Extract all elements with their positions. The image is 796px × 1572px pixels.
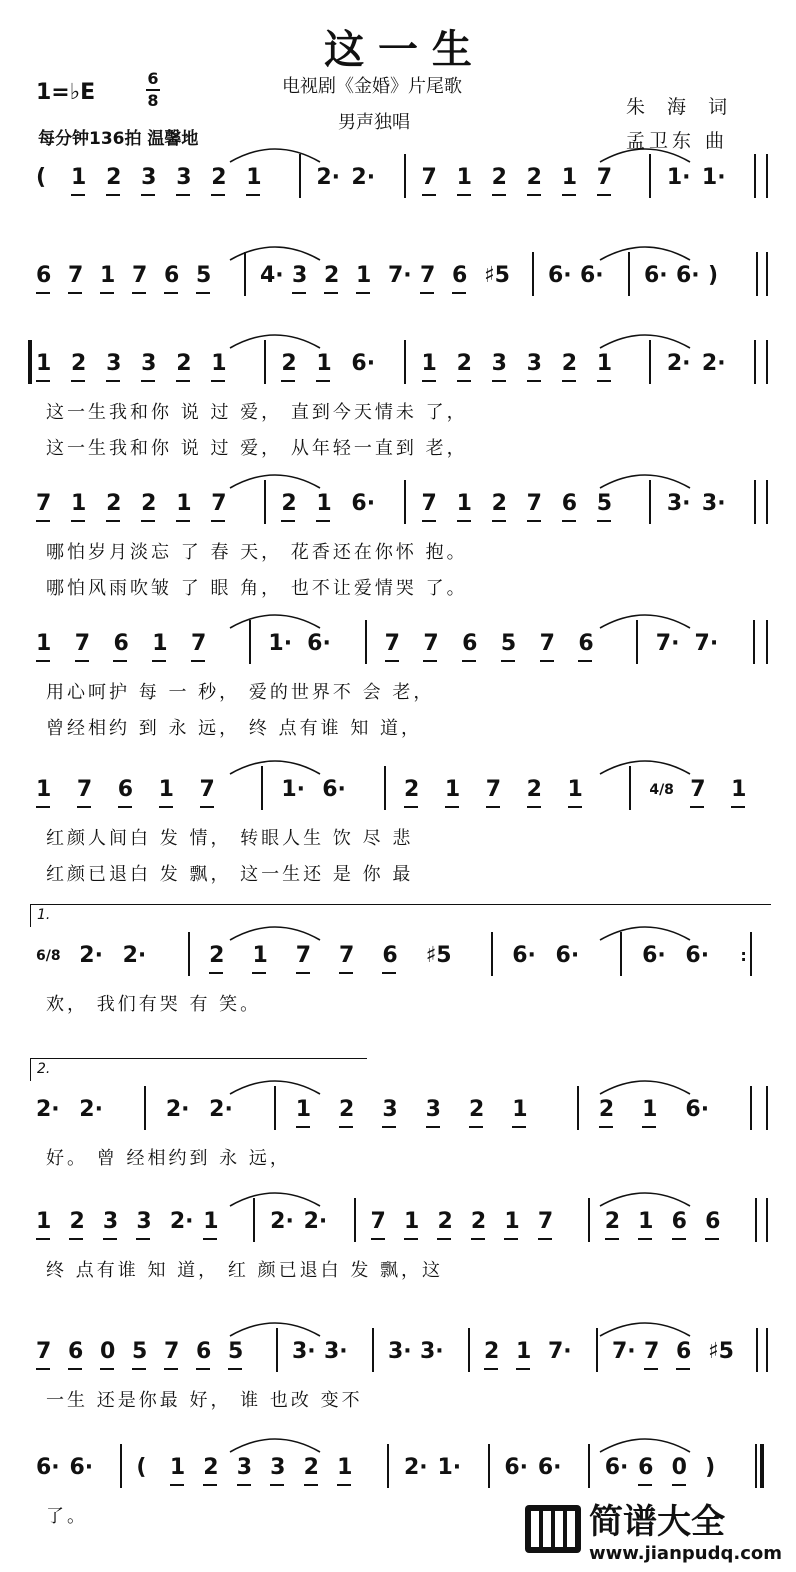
note: 1 xyxy=(516,1339,532,1364)
note: 3 xyxy=(102,1209,119,1234)
note: ♯5 xyxy=(708,1339,734,1364)
note: 6· xyxy=(642,943,666,968)
note: 3 xyxy=(382,1097,398,1122)
note: 3· xyxy=(324,1339,348,1364)
note: 7 xyxy=(596,165,613,190)
lyric-line: 这一生我和你 说 过 爱， 从年轻一直到 老， xyxy=(46,438,468,459)
note: 1· xyxy=(666,165,691,190)
note: 7 xyxy=(36,1339,52,1364)
note: 0 xyxy=(100,1339,116,1364)
composer-credit: 孟卫东 曲 xyxy=(626,130,729,152)
note: 1 xyxy=(456,165,472,190)
note: 2 xyxy=(71,351,87,376)
note: 1 xyxy=(36,777,52,802)
note: ♯5 xyxy=(484,263,510,288)
note: 3 xyxy=(292,263,308,288)
note: 7 xyxy=(132,263,148,288)
note: ) xyxy=(705,1455,716,1480)
note: 2 xyxy=(598,1097,615,1122)
note: 2 xyxy=(141,491,157,516)
note: 3· xyxy=(292,1339,316,1364)
lyric-line: 曾经相约 到 永 远， 终 点有谁 知 道， xyxy=(46,718,423,739)
note: 6· xyxy=(555,943,580,968)
note: 6 xyxy=(36,263,52,288)
note: 7 xyxy=(526,491,542,516)
note: 1 xyxy=(444,777,461,802)
note: 2 xyxy=(324,263,340,288)
note: 1 xyxy=(316,351,332,376)
note: 1 xyxy=(295,1097,312,1122)
note: 1 xyxy=(211,351,227,376)
note: 1 xyxy=(421,351,437,376)
slur-arc xyxy=(230,1323,320,1336)
note: 6 xyxy=(561,491,578,516)
note: 7 xyxy=(199,777,215,802)
note: 1 xyxy=(158,777,174,802)
note: ( xyxy=(36,165,47,190)
note: 1 xyxy=(512,1097,528,1122)
note: 2 xyxy=(211,165,227,190)
note: 2 xyxy=(106,491,122,516)
lyric-line: 哪怕风雨吹皱 了 眼 角， 也不让爱情哭 了。 xyxy=(46,578,468,599)
note: 1 xyxy=(100,263,116,288)
note: 2 xyxy=(484,1339,500,1364)
note: 7 xyxy=(539,631,555,656)
note: 2· xyxy=(209,1097,233,1122)
note: 0 xyxy=(671,1455,687,1480)
note: 7 xyxy=(384,631,400,656)
note: 2· xyxy=(169,1209,194,1234)
note: 1 xyxy=(596,351,613,376)
note: 2· xyxy=(165,1097,190,1122)
note: 2· xyxy=(270,1209,294,1234)
slur-arc xyxy=(230,335,320,348)
note: 7· xyxy=(388,263,412,288)
note: 2 xyxy=(526,777,542,802)
slur-arc xyxy=(600,335,690,348)
note: 2 xyxy=(491,165,507,190)
note: 1· xyxy=(701,165,726,190)
note: 3 xyxy=(236,1455,253,1480)
note: 5 xyxy=(196,263,212,288)
watermark-logo xyxy=(523,1494,782,1564)
note: 1 xyxy=(36,351,52,376)
lyric-line: 红颜已退白 发 飘， 这一生还 是 你 最 xyxy=(46,864,414,885)
note: 7 xyxy=(421,165,437,190)
note: 2 xyxy=(456,351,472,376)
note: 1 xyxy=(731,777,747,802)
key-signature: 1=♭E xyxy=(36,80,96,105)
slur-arc xyxy=(600,475,690,488)
slur-arc xyxy=(230,615,320,628)
slur-arc xyxy=(230,761,320,774)
lyric-line: 一生 还是你最 好， 谁 也改 变不 xyxy=(46,1390,363,1411)
watermark-url: www.jianpudq.com xyxy=(589,1543,782,1564)
note: 2 xyxy=(281,491,297,516)
slur-arc xyxy=(600,149,690,162)
note: 7 xyxy=(76,777,93,802)
slur-arc xyxy=(230,1081,320,1094)
note: 5 xyxy=(132,1339,148,1364)
note: 3 xyxy=(526,351,542,376)
note: 1 xyxy=(152,631,168,656)
note: 1 xyxy=(203,1209,219,1234)
note: 3· xyxy=(388,1339,412,1364)
note: 6· xyxy=(36,1455,60,1480)
note: 2 xyxy=(526,165,542,190)
note: 2 xyxy=(209,943,225,968)
note: 2· xyxy=(122,943,147,968)
note: 6 xyxy=(382,943,398,968)
note: 6 xyxy=(164,263,180,288)
note: 3 xyxy=(270,1455,286,1480)
note: 1 xyxy=(567,777,583,802)
note: 3· xyxy=(420,1339,444,1364)
slur-arc xyxy=(600,1081,690,1094)
slur-arc xyxy=(230,1439,320,1452)
lyric-line: 用心呵护 每 一 秒， 爱的世界不 会 老， xyxy=(46,682,435,703)
note: 2 xyxy=(468,1097,485,1122)
note: 2· xyxy=(701,351,726,376)
repeat-sign: : xyxy=(740,946,747,965)
note: 6· xyxy=(351,491,376,516)
note: 3 xyxy=(425,1097,441,1122)
lyricist-credit: 朱 海 词 xyxy=(626,96,736,118)
note: 1 xyxy=(71,165,87,190)
note: 3 xyxy=(106,351,122,376)
subtitle: 电视剧《金婚》片尾歌 xyxy=(282,76,462,97)
note: 7· xyxy=(612,1339,636,1364)
note: 6 xyxy=(113,631,129,656)
note: 7 xyxy=(370,1209,386,1234)
note: 6· xyxy=(351,351,376,376)
slur-arc xyxy=(600,927,690,940)
note: ) xyxy=(708,263,719,288)
note: 6 xyxy=(676,1339,692,1364)
note: 7 xyxy=(690,777,706,802)
note: ♯5 xyxy=(425,943,452,968)
note: 2 xyxy=(491,491,507,516)
note: 3 xyxy=(141,351,157,376)
slur-arc xyxy=(230,927,320,940)
note: 6· xyxy=(322,777,346,802)
note: 1· xyxy=(437,1455,462,1480)
note: 3 xyxy=(491,351,507,376)
note: 6 xyxy=(117,777,134,802)
note: 1 xyxy=(638,1209,654,1234)
note: 7 xyxy=(190,631,207,656)
note: 6 xyxy=(705,1209,721,1234)
note: 7 xyxy=(421,491,437,516)
lyric-line: 哪怕岁月淡忘 了 春 天， 花香还在你怀 抱。 xyxy=(46,542,468,563)
note: 1 xyxy=(176,491,192,516)
note: 1 xyxy=(36,1209,52,1234)
note: 7 xyxy=(423,631,439,656)
note: 1 xyxy=(337,1455,353,1480)
note: 6· xyxy=(537,1455,562,1480)
note: 6· xyxy=(685,943,710,968)
lyric-line: 红颜人间白 发 情， 转眼人生 饮 尽 悲 xyxy=(46,828,414,849)
note: 6· xyxy=(548,263,572,288)
piano-icon xyxy=(523,1501,583,1557)
note: 2 xyxy=(404,777,420,802)
note: 1 xyxy=(246,165,262,190)
note: 7· xyxy=(548,1339,572,1364)
note: 6· xyxy=(307,631,331,656)
note: 1 xyxy=(561,165,578,190)
note: 1 xyxy=(456,491,472,516)
note: 6· xyxy=(644,263,668,288)
note: 7 xyxy=(211,491,227,516)
note: 7 xyxy=(68,263,84,288)
slur-arc xyxy=(600,615,690,628)
note: 3· xyxy=(666,491,691,516)
note: 6· xyxy=(512,943,536,968)
note: ( xyxy=(136,1455,147,1480)
note: 2 xyxy=(281,351,297,376)
note: 1 xyxy=(71,491,87,516)
note: 2· xyxy=(303,1209,328,1234)
time-change: 6/8 xyxy=(36,948,61,964)
slur-arc xyxy=(230,475,320,488)
note: 3 xyxy=(141,165,157,190)
slur-arc xyxy=(600,247,690,260)
note: 6· xyxy=(580,263,604,288)
note: 6· xyxy=(685,1097,710,1122)
slur-arc xyxy=(230,1193,320,1206)
slur-arc xyxy=(230,247,320,260)
note: 6· xyxy=(504,1455,529,1480)
lyric-line: 好。 曾 经相约到 永 远， xyxy=(46,1148,291,1169)
note: 1 xyxy=(36,631,52,656)
note: 7· xyxy=(694,631,719,656)
note: 6 xyxy=(452,263,468,288)
note: 4· xyxy=(260,263,284,288)
note: 2· xyxy=(79,1097,103,1122)
note: 7 xyxy=(485,777,502,802)
note: 1· xyxy=(268,631,293,656)
note: 3 xyxy=(136,1209,152,1234)
note: 3· xyxy=(701,491,726,516)
note: 1 xyxy=(252,943,268,968)
note: 2 xyxy=(303,1455,319,1480)
note: 2 xyxy=(69,1209,85,1234)
note: 6 xyxy=(68,1339,84,1364)
note: 1· xyxy=(281,777,305,802)
note: 5 xyxy=(228,1339,244,1364)
note: 2· xyxy=(316,165,341,190)
time-signature-bottom: 8 xyxy=(147,91,159,110)
note: 6 xyxy=(196,1339,212,1364)
lyric-line: 欢， 我们有哭 有 笑。 xyxy=(46,994,262,1015)
note: 6 xyxy=(638,1455,654,1480)
song-title: 这 一 生 xyxy=(324,26,472,73)
note: 1 xyxy=(642,1097,658,1122)
note: 7 xyxy=(339,943,355,968)
note: 1 xyxy=(316,491,332,516)
performer: 男声独唱 xyxy=(338,112,410,133)
note: 5 xyxy=(500,631,517,656)
tempo-marking: 每分钟136拍 温馨地 xyxy=(38,129,199,149)
note: 7 xyxy=(537,1209,554,1234)
note: 2 xyxy=(437,1209,453,1234)
note: 2· xyxy=(79,943,103,968)
note: 1 xyxy=(404,1209,420,1234)
note: 6· xyxy=(676,263,700,288)
time-change: 4/8 xyxy=(649,782,674,798)
note: 2 xyxy=(203,1455,219,1480)
note: 5 xyxy=(596,491,613,516)
note: 1 xyxy=(169,1455,186,1480)
note: 7 xyxy=(74,631,91,656)
note: 2 xyxy=(470,1209,487,1234)
note: 2 xyxy=(604,1209,621,1234)
slur-arc xyxy=(230,149,320,162)
note: 7 xyxy=(164,1339,180,1364)
note: 6· xyxy=(604,1455,629,1480)
slur-arc xyxy=(600,761,690,774)
note: 1 xyxy=(356,263,372,288)
watermark-name: 简谱大全 xyxy=(589,1502,726,1542)
lyric-line: 了。 xyxy=(46,1506,88,1527)
time-signature-top: 6 xyxy=(147,69,159,88)
note: 6· xyxy=(69,1455,94,1480)
slur-arc xyxy=(600,1439,690,1452)
volta-number: 1. xyxy=(37,907,51,923)
note: 6 xyxy=(578,631,594,656)
note: 2· xyxy=(404,1455,428,1480)
note: 7 xyxy=(295,943,312,968)
note: 1 xyxy=(504,1209,520,1234)
lyric-line: 这一生我和你 说 过 爱， 直到今天情未 了， xyxy=(46,402,468,423)
slur-arc xyxy=(600,1193,690,1206)
note: 7 xyxy=(420,263,436,288)
note: 2· xyxy=(666,351,691,376)
volta-number: 2. xyxy=(37,1061,51,1077)
note: 6 xyxy=(462,631,478,656)
note: 7 xyxy=(36,491,52,516)
note: 7· xyxy=(655,631,680,656)
note: 3 xyxy=(176,165,192,190)
slur-arc xyxy=(600,1323,690,1336)
note: 2 xyxy=(176,351,192,376)
note: 2· xyxy=(351,165,376,190)
note: 2 xyxy=(106,165,122,190)
note: 6 xyxy=(671,1209,687,1234)
note: 2· xyxy=(36,1097,60,1122)
note: 2 xyxy=(561,351,578,376)
note: 2 xyxy=(339,1097,355,1122)
note: 7 xyxy=(644,1339,660,1364)
lyric-line: 终 点有谁 知 道， 红 颜已退白 发 飘，这 xyxy=(46,1260,444,1281)
